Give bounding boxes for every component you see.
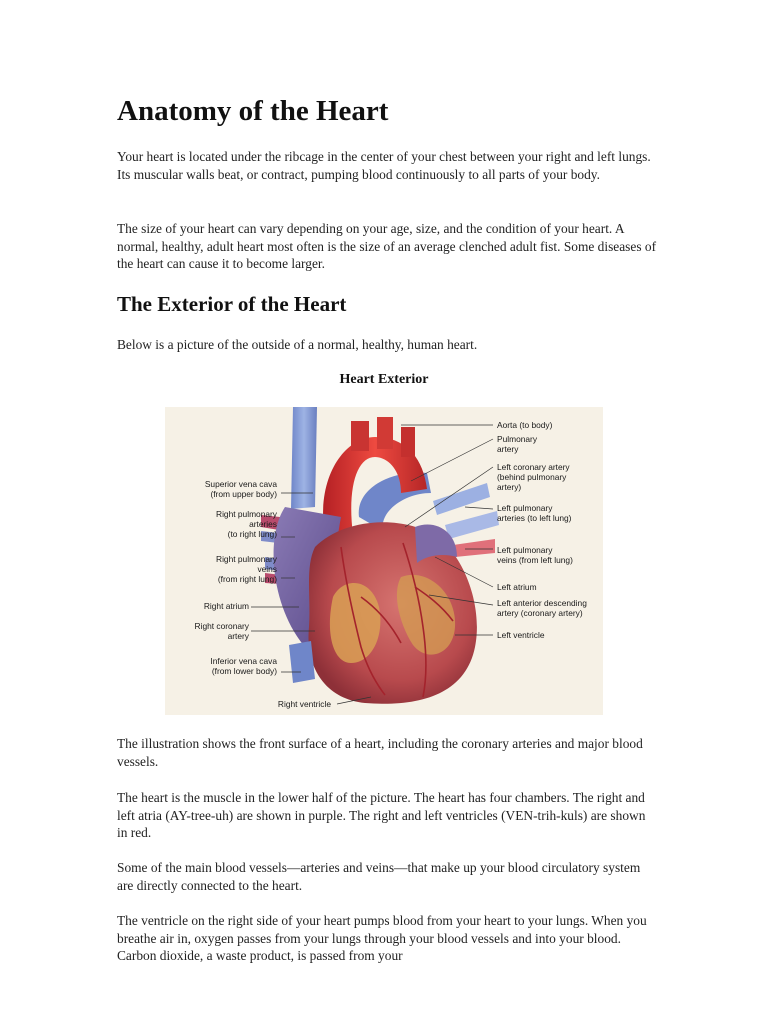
label-left-pulmonary-arteries: Left pulmonary xyxy=(497,503,553,513)
label-right-pulmonary-veins: Right pulmonary xyxy=(216,554,277,564)
heart-illustration xyxy=(165,407,603,715)
label-inferior-vena-cava: Inferior vena cava xyxy=(210,656,277,666)
label-right-pulmonary-veins-sub: (from right lung) xyxy=(217,574,277,584)
label-right-coronary-artery: Right coronary xyxy=(194,621,249,631)
label-aorta: Aorta (to body) xyxy=(497,420,553,430)
figure-labels-right xyxy=(497,420,587,640)
section-heading: The Exterior of the Heart xyxy=(117,292,347,316)
figure-caption: Heart Exterior xyxy=(339,372,429,387)
label-superior-vena-cava-sub: (from upper body) xyxy=(210,489,277,499)
superior-vena-cava-shape xyxy=(291,407,317,509)
label-left-anterior-descending-2: artery (coronary artery) xyxy=(497,608,583,618)
label-right-pulmonary-arteries-sub: (to right lung) xyxy=(227,529,277,539)
body-paragraph-2: The heart is the muscle in the lower half of the picture. The heart has four chambers. The right and left atria (AY-tree-uh) are shown in purple. The right and left ventricles (VEN-trih-kuls) are shown in red. xyxy=(117,790,646,841)
label-left-pulmonary-veins: Left pulmonary xyxy=(497,545,553,555)
heart-exterior-figure xyxy=(165,407,603,715)
label-inferior-vena-cava-sub: (from lower body) xyxy=(211,666,277,676)
inferior-vena-cava-shape xyxy=(289,641,315,683)
label-left-pulmonary-arteries-2: arteries (to left lung) xyxy=(497,513,572,523)
label-left-coronary-artery-3: artery) xyxy=(497,482,522,492)
label-left-pulmonary-veins-2: veins (from left lung) xyxy=(497,555,573,565)
label-right-atrium: Right atrium xyxy=(203,601,249,611)
label-right-pulmonary-arteries-2: arteries xyxy=(249,519,277,529)
label-pulmonary-artery: Pulmonary xyxy=(497,434,538,444)
label-left-coronary-artery: Left coronary artery xyxy=(497,462,570,472)
label-right-pulmonary-arteries: Right pulmonary xyxy=(216,509,277,519)
label-left-coronary-artery-2: (behind pulmonary xyxy=(497,472,567,482)
label-superior-vena-cava: Superior vena cava xyxy=(204,479,277,489)
label-right-pulmonary-veins-2: veins xyxy=(257,564,277,574)
label-pulmonary-artery-2: artery xyxy=(497,444,519,454)
label-left-atrium: Left atrium xyxy=(497,582,537,592)
intro-paragraph-2: The size of your heart can vary depending on your age, size, and the condition of your heart. A normal, healthy, adult heart most often is the size of an average clenched adult fist. Some diseases of the heart can cause it to become larger. xyxy=(117,221,657,272)
label-left-anterior-descending: Left anterior descending xyxy=(497,598,587,608)
label-right-coronary-artery-2: artery xyxy=(227,631,249,641)
page-title: Anatomy of the Heart xyxy=(117,95,389,127)
label-left-ventricle: Left ventricle xyxy=(497,630,545,640)
body-paragraph-3: Some of the main blood vessels—arteries and veins—that make up your blood circulatory system are directly connected to the heart. xyxy=(117,860,641,893)
section-intro: Below is a picture of the outside of a normal, healthy, human heart. xyxy=(117,337,478,352)
intro-paragraph-1: Your heart is located under the ribcage in the center of your chest between your right and left lungs. Its muscular walls beat, or contract, pumping blood continuously to all parts of your body. xyxy=(117,149,651,182)
body-paragraph-4: The ventricle on the right side of your heart pumps blood from your heart to your lungs. When you breathe air in, oxygen passes from your lungs through your blood vessels and into your blood. Carbon dioxide, a waste product, is passed from your xyxy=(117,913,647,964)
body-paragraph-1: The illustration shows the front surface of a heart, including the coronary arteries and major blood vessels. xyxy=(117,736,643,769)
label-right-ventricle: Right ventricle xyxy=(277,699,331,709)
